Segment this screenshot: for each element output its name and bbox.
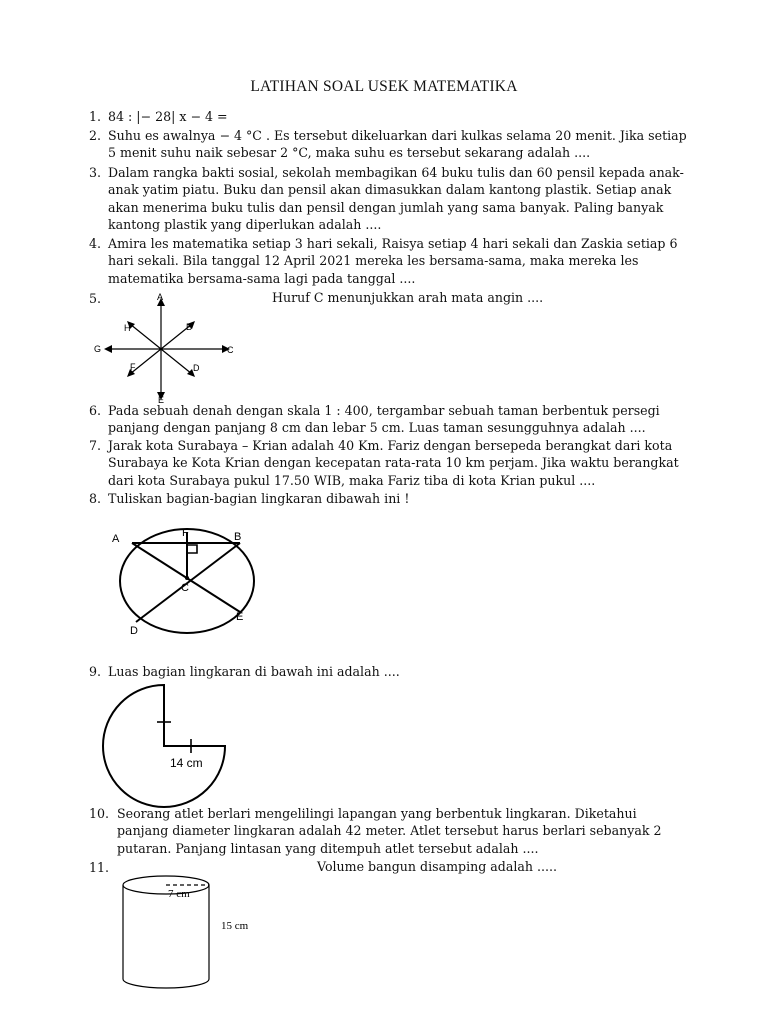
question-number: 1. bbox=[89, 109, 102, 124]
label-a: A bbox=[157, 292, 164, 302]
question-6 bbox=[89, 402, 689, 437]
circle-parts-diagram bbox=[108, 522, 268, 642]
question-9 bbox=[89, 663, 689, 680]
label-b: B bbox=[234, 531, 242, 543]
question-number: 3. bbox=[89, 165, 102, 180]
three-quarter-circle-diagram bbox=[94, 680, 234, 810]
question-number: 10. bbox=[89, 806, 110, 821]
label-b: B bbox=[186, 322, 193, 332]
question-number: 8. bbox=[89, 491, 102, 506]
question-2 bbox=[89, 127, 689, 162]
question-number: 4. bbox=[89, 236, 102, 251]
question-text: Suhu es awalnya − 4 °C . Es tersebut dikeluarkan dari kulkas selama 20 menit. Jika setiap 5 menit suhu naik sebesar 2 °C, maka suhu es tersebut sekarang adalah .... bbox=[108, 128, 687, 161]
question-1 bbox=[89, 108, 689, 125]
compass-diagram bbox=[86, 290, 246, 410]
question-text: Luas bagian lingkaran di bawah ini adalah .... bbox=[108, 664, 400, 679]
question-text: Pada sebuah denah dengan skala 1 : 400, tergambar sebuah taman berbentuk persegi panjang dengan panjang 8 cm dan lebar 5 cm. Luas taman sesungguhnya adalah .... bbox=[108, 403, 660, 436]
question-number: 9. bbox=[89, 664, 102, 679]
question-text: 84 : |− 28| x − 4 = bbox=[108, 109, 228, 124]
question-text: Huruf C menunjukkan arah mata angin .... bbox=[272, 290, 544, 305]
question-4 bbox=[89, 235, 689, 287]
question-number: 7. bbox=[89, 438, 102, 453]
label-f: F bbox=[182, 527, 189, 539]
question-text: Tuliskan bagian-bagian lingkaran dibawah ini ! bbox=[108, 491, 410, 506]
label-d: D bbox=[130, 625, 138, 637]
question-text: Seorang atlet berlari mengelilingi lapangan yang berbentuk lingkaran. Diketahui panjang diameter lingkaran adalah 42 meter. Atlet tersebut harus berlari sebanyak 2 putaran. Panjang lintasan yang ditempuh atlet tersebut adalah .... bbox=[117, 806, 662, 856]
radius-label: 7 cm bbox=[168, 888, 190, 900]
question-text: Jarak kota Surabaya – Krian adalah 40 Km. Fariz dengan bersepeda berangkat dari kota Surabaya ke Kota Krian dengan kecepatan rata-rata 10 km perjam. Jika waktu berangkat dari kota Surabaya pukul 17.50 WIB, maka Fariz tiba di kota Krian pukul .... bbox=[108, 438, 679, 488]
label-d: D bbox=[193, 363, 200, 373]
label-h: H bbox=[124, 323, 131, 333]
question-10 bbox=[89, 805, 689, 857]
question-number: 2. bbox=[89, 128, 102, 143]
radius-label: 14 cm bbox=[170, 756, 203, 770]
question-text: Volume bangun disamping adalah ..... bbox=[317, 859, 558, 874]
label-g: G bbox=[94, 344, 102, 354]
cylinder-diagram bbox=[110, 870, 270, 1000]
question-number: 5. bbox=[89, 291, 102, 306]
label-c: C bbox=[227, 345, 234, 355]
question-number: 6. bbox=[89, 403, 102, 418]
question-text: Amira les matematika setiap 3 hari sekali, Raisya setiap 4 hari sekali dan Zaskia setiap 6 hari sekali. Bila tanggal 12 April 2021 mereka les bersama-sama, maka mereka les matematika bersama-sama lagi pada tanggal .... bbox=[108, 236, 678, 286]
question-7 bbox=[89, 437, 689, 489]
label-f: F bbox=[130, 362, 136, 372]
question-3 bbox=[89, 164, 689, 233]
page-title: LATIHAN SOAL USEK MATEMATIKA bbox=[250, 78, 518, 95]
question-text: Dalam rangka bakti sosial, sekolah membagikan 64 buku tulis dan 60 pensil kepada anak-anak yatim piatu. Buku dan pensil akan dimasukkan dalam kantong plastik. Setiap anak akan menerima buku tulis dan pensil dengan jumlah yang sama banyak. Paling banyak kantong plastik yang diperlukan adalah .... bbox=[108, 165, 684, 232]
height-label: 15 cm bbox=[221, 920, 249, 932]
label-e: E bbox=[236, 611, 244, 623]
label-a: A bbox=[112, 533, 120, 545]
question-number: 11. bbox=[89, 860, 110, 875]
label-c: C bbox=[181, 582, 189, 594]
question-8 bbox=[89, 490, 689, 507]
label-e: E bbox=[158, 395, 165, 405]
